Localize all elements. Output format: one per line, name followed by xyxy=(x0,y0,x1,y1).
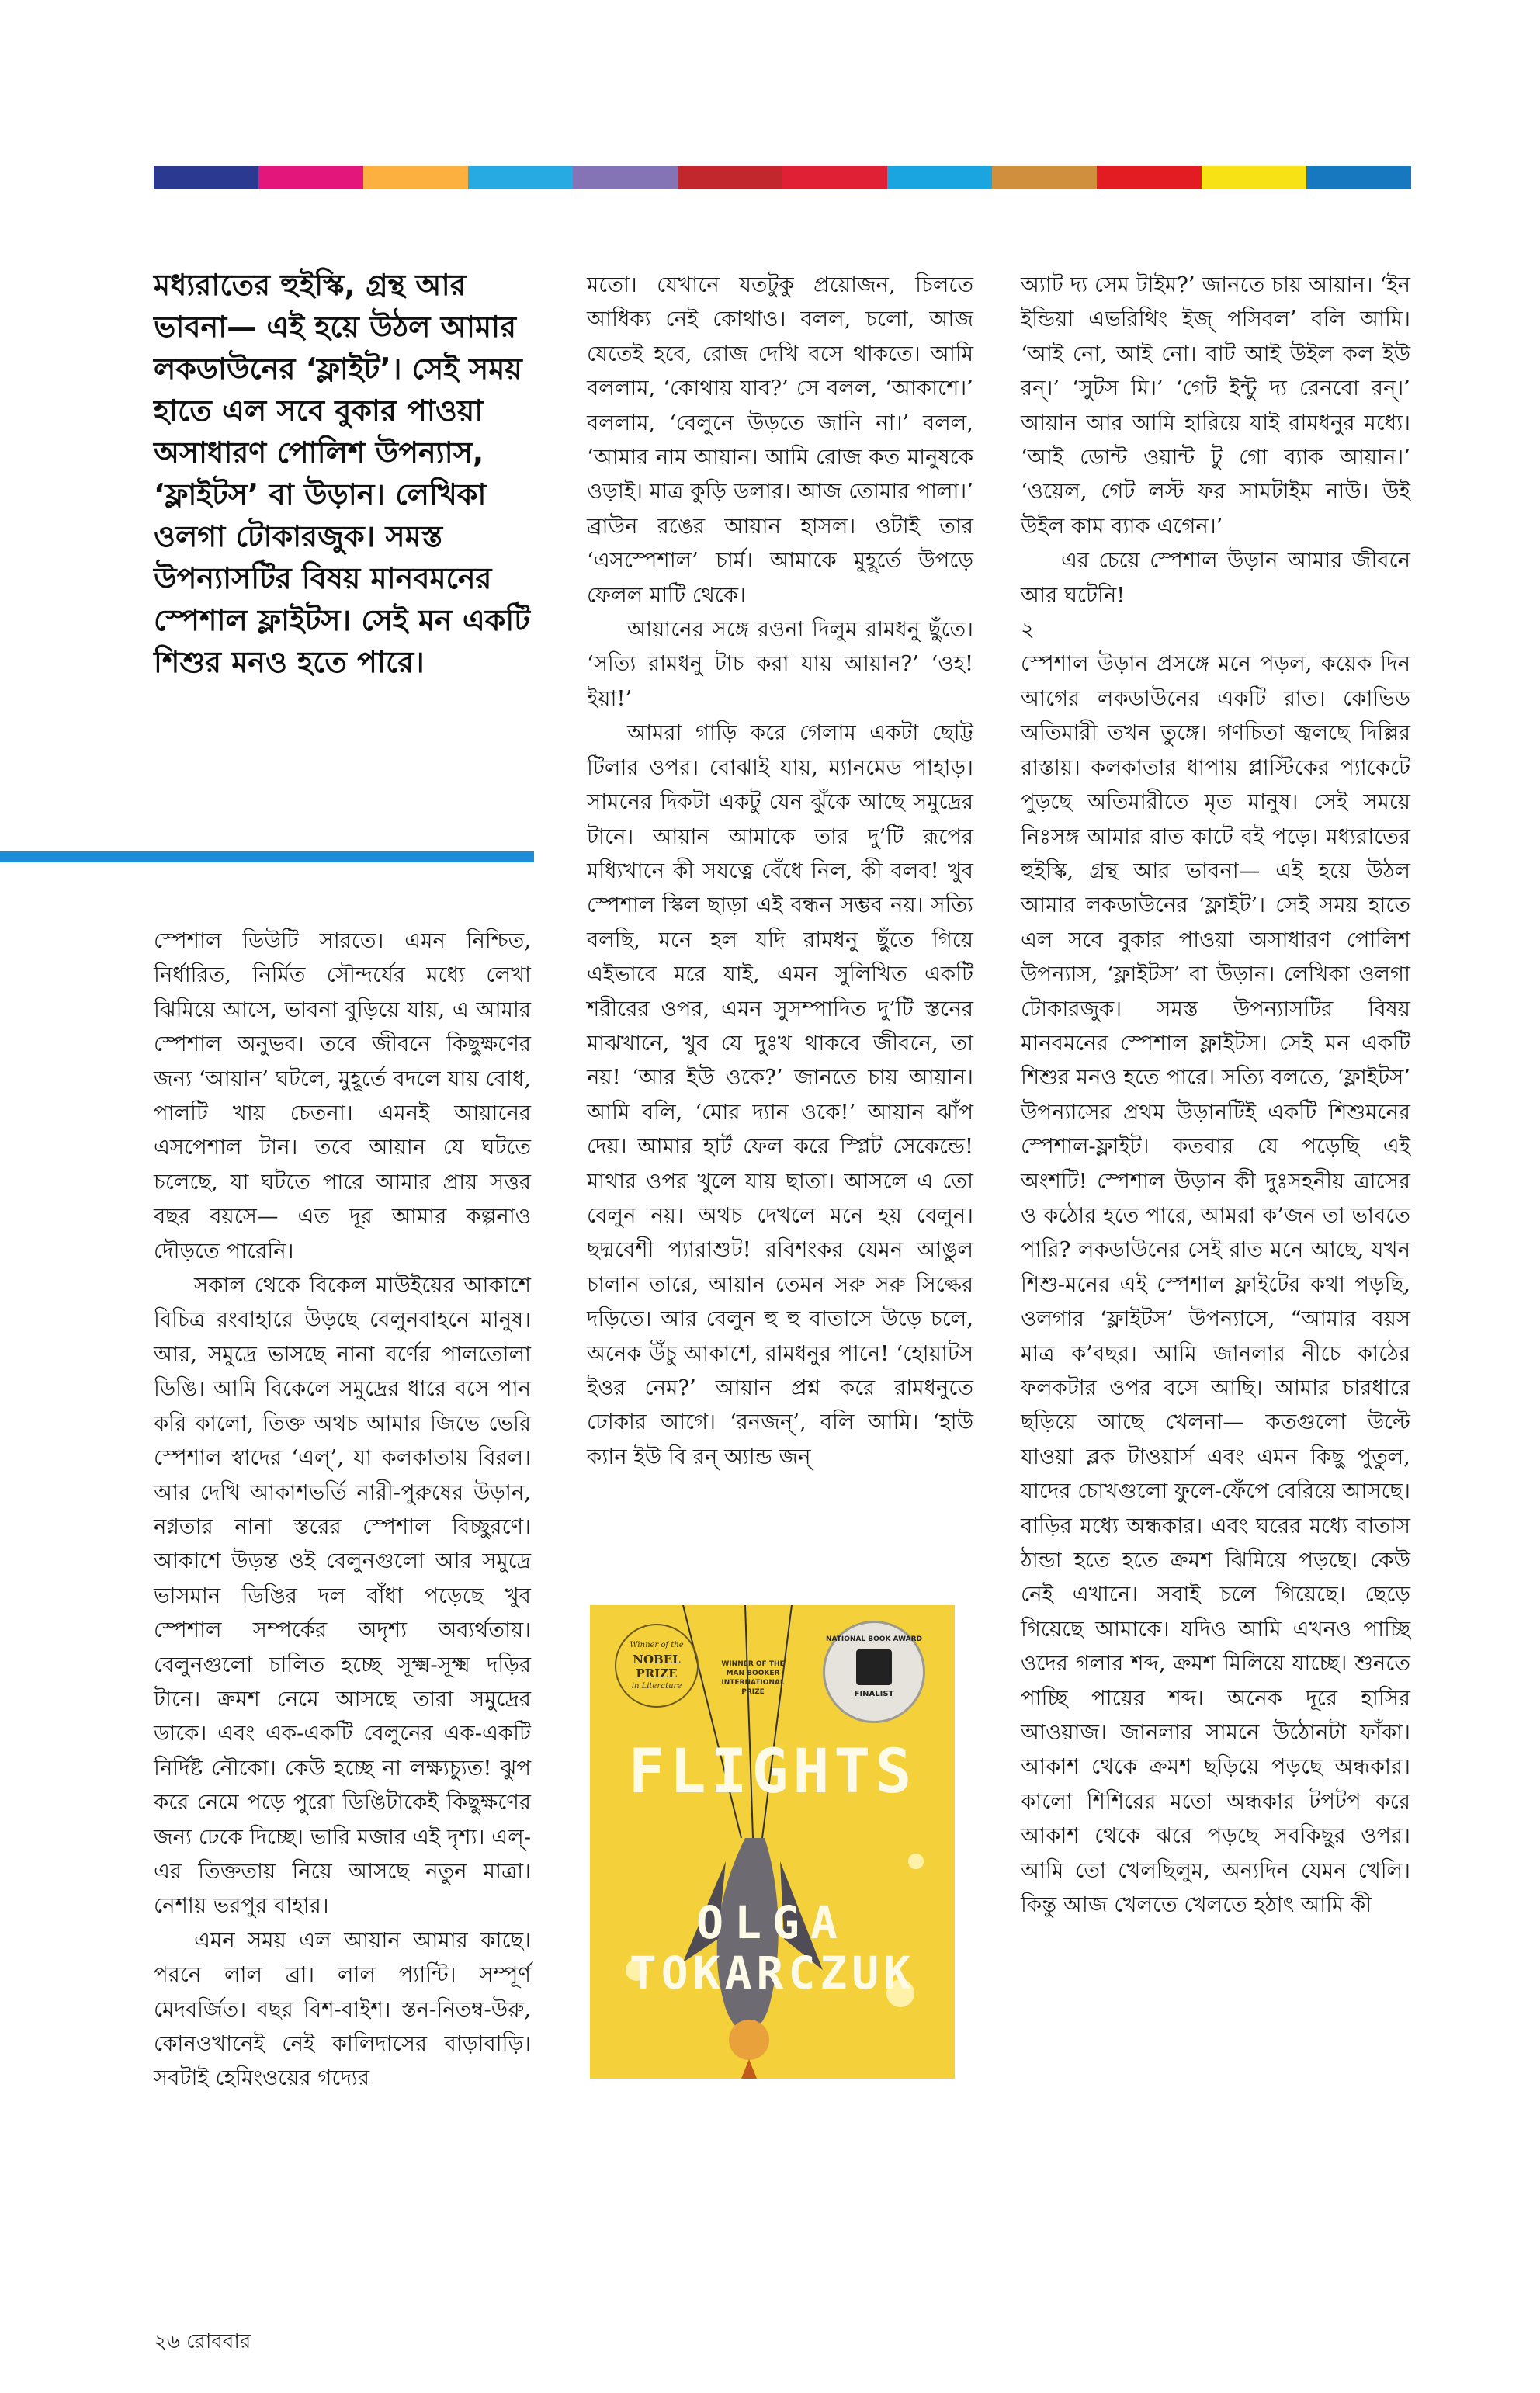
paragraph: আমরা গাড়ি করে গেলাম একটা ছোট্ট টিলার ওপর। বোঝাই যায়, ম্যানমেড পাহাড়। সামনের দিকটা একটু যেন ঝুঁকে আছে সমুদ্রের টানে। আয়ান আমাকে তার দু’টি রূপের মধ্যিখানে কী সযত্নে বেঁধে নিল, কী বলব! খুব স্পেশাল স্কিল ছাড়া এই বন্ধন সম্ভব নয়। সত্যি বলছি, মনে হল যদি রামধনু ছুঁতে গিয়ে এইভাবে মরে যাই, এমন সুলিখিত একটি শরীরের ওপর, এমন সুসম্পাদিত দু’টি স্তনের মাঝখানে, খুব যে দুঃখ থাকবে জীবনে, তা নয়! ‘আর ইউ ওকে?’ জানতে চায় আয়ান। আমি বলি, ‘মোর দ্যান ওকে!’ আয়ান ঝাঁপ দেয়। আমার হার্ট ফেল করে স্প্লিট সেকেন্ডে! মাথার ওপর খুলে যায় ছাতা। আসলে এ তো বেলুন নয়। অথচ দেখলে মনে হয় বেলুন। ছদ্মবেশী প্যারাশুট! রবিশংকর যেমন আঙুল চালান তারে, আয়ান তেমন সরু সরু সিল্কের দড়িতে। আর বেলুন হু হু বাতাসে উড়ে চলে, অনেক উঁচু আকাশে, রামধনুর পানে! ‘হোয়াটস ইওর নেম?’ আয়ান প্রশ্ন করে রামধনুতে ঢোকার আগে। ‘রনজন্’, বলি আমি। ‘হাউ ক্যান ইউ বি রন্ অ্যান্ড জন্ xyxy=(587,720,973,1469)
page-footer: ২৬ রোববার xyxy=(154,2330,251,2353)
color-band-segment xyxy=(468,166,573,189)
booker-line: WINNER OF THE xyxy=(721,1660,785,1668)
nobel-badge-main: NOBEL PRIZE xyxy=(633,1653,681,1680)
booker-line: INTERNATIONAL xyxy=(721,1679,785,1687)
color-band-segment xyxy=(258,166,363,189)
color-band-segment xyxy=(363,166,468,189)
color-band-segment xyxy=(1306,166,1411,189)
nba-finalist-text: FINALIST xyxy=(854,1690,894,1698)
paragraph: স্পেশাল ডিউটি সারতে। এমন নিশ্চিত, নির্ধারিত, নির্মিত সৌন্দর্যের মধ্যে লেখা ঝিমিয়ে আসে, ভাবনা বুড়িয়ে যায়, এ আমার স্পেশাল অনুভব। তবে জীবনে কিছুক্ষণের জন্য ‘আয়ান’ ঘটলে, মুহূর্তে বদলে যায় বোধ, পালটি খায় চেতনা। এমনই আয়ানের এসপেশাল টান। তবে আয়ান যে ঘটতে চলেছে, যা ঘটতে পারে আমার প্রায় সত্তর বছর বয়সে— এত দূর আমার কল্পনাও দৌড়তে পারেনি। xyxy=(154,928,531,1264)
nobel-badge-top: Winner of the xyxy=(630,1641,684,1649)
nobel-badge xyxy=(615,1624,699,1708)
color-band-segment xyxy=(154,166,258,189)
booker-line: MAN BOOKER xyxy=(726,1670,780,1677)
book-cover-image xyxy=(590,1605,955,2079)
paragraph: মতো। যেখানে যতটুকু প্রয়োজন, চিলতে আধিক্য নেই কোথাও। বলল, চলো, আজ যেতেই হবে, রোজ দেখি বসে থাকতে। আমি বললাম, ‘কোথায় যাব?’ সে বলল, ‘আকাশে।’ বললাম, ‘বেলুনে উড়তে জানি না।’ বলল, ‘আমার নাম আয়ান। আমি রোজ কত মানুষকে ওড়াই। মাত্র কুড়ি ডলার। আজ তোমার পালা।’ ব্রাউন রঙের আয়ান হাসল। ওটাই তার ‘এসস্পেশাল’ চার্ম। আমাকে মুহূর্তে উপড়ে ফেলল মাটি থেকে। xyxy=(587,272,973,608)
nba-ring-text: NATIONAL BOOK AWARD xyxy=(825,1635,923,1643)
color-band-segment xyxy=(678,166,782,189)
color-band-segment xyxy=(573,166,678,189)
color-band-segment xyxy=(992,166,1097,189)
color-band-segment xyxy=(782,166,887,189)
paragraph: সকাল থেকে বিকেল মাউইয়ের আকাশে বিচিত্র রংবাহারে উড়ছে বেলুনবাহনে মানুষ। আর, সমুদ্রে ভাসছে নানা বর্ণের পালতোলা ডিঙি। আমি বিকেলে সমুদ্রের ধারে বসে পান করি কালো, তিক্ত অথচ আমার জিভে ভেরি স্পেশাল স্বাদের ‘এল্’, যা কলকাতায় বিরল। আর দেখি আকাশভর্তি নারী-পুরুষের উড়ান, নগ্নতার নানা স্তরের স্পেশাল বিচ্ছুরণে। আকাশে উড়ন্ত ওই বেলুনগুলো আর সমুদ্রে ভাসমান ডিঙির দল বাঁধা পড়েছে খুব স্পেশাল সম্পর্কের অদৃশ্য অব্যর্থতায়। বেলুনগুলো চালিত হচ্ছে সূক্ষ্ম-সূক্ষ্ম দড়ির টানে। ক্রমশ নেমে আসছে তারা সমুদ্রের ডাকে। এবং এক-একটি বেলুনের এক-একটি নির্দিষ্ট নৌকো। কেউ হচ্ছে না লক্ষ্যচ্যুত! ঝুপ করে নেমে পড়ে পুরো ডিঙিটাকেই কিছুক্ষণের জন্য ঢেকে দিচ্ছে। ভারি মজার এই দৃশ্য। এল্-এর তিক্ততায় নিয়ে আসছে নতুন মাত্রা। নেশায় ভরপুর বাহার। xyxy=(154,1273,531,1919)
pull-quote: মধ্যরাতের হুইস্কি, গ্রন্থ আর ভাবনা— এই হয়ে উঠল আমার লকডাউনের ‘ফ্লাইট’। সেই সময় হাতে এল সবে বুকার পাওয়া অসাধারণ পোলিশ উপন্যাস, ‘ফ্লাইটস’ বা উড়ান। লেখিকা ওলগা টোকারজুক। সমস্ত উপন্যাসটির বিষয় মানবমনের স্পেশাল ফ্লাইটস। সেই মন একটি শিশুর মনও হতে পারে। xyxy=(154,268,530,679)
book-author-first: OLGA xyxy=(696,1896,848,1949)
paragraph: আয়ানের সঙ্গে রওনা দিলুম রামধনু ছুঁতে। ‘সত্যি রামধনু টাচ করা যায় আয়ান?’ ‘ওহ! ইয়া!’ xyxy=(587,617,973,711)
booker-line: PRIZE xyxy=(741,1688,765,1696)
color-band-segment xyxy=(1097,166,1202,189)
booker-label xyxy=(706,1659,799,1697)
book-author-last: TOKARCZUK xyxy=(629,1947,916,1999)
book-emblem-icon xyxy=(856,1649,892,1685)
article-column-1 xyxy=(154,924,531,2096)
article-column-2 xyxy=(587,268,973,1474)
paragraph: অ্যাট দ্য সেম টাইম?’ জানতে চায় আয়ান। ‘ইন ইন্ডিয়া এভরিথিং ইজ্ পসিবল’ বলি আমি। ‘আই নো, আই নো। বাট আই উইল কল ইউ রন্।’ ‘সুটস মি।’ ‘গেট ইন্টু দ্য রেনবো রন্।’ আয়ান আর আমি হারিয়ে যাই রামধনুর মধ্যে। ‘আই ডোন্ট ওয়ান্ট টু গো ব্যাক আয়ান।’ ‘ওয়েল, গেট লস্ট ফর সামটাইম নাউ। উই উইল কাম ব্যাক এগেন।’ xyxy=(1021,272,1410,539)
national-book-award-medal xyxy=(823,1621,925,1723)
color-band xyxy=(154,166,1411,189)
pull-quote-rule xyxy=(0,851,534,862)
color-band-segment xyxy=(1202,166,1306,189)
paragraph: স্পেশাল উড়ান প্রসঙ্গে মনে পড়ল, কয়েক দিন আগের লকডাউনের একটি রাত। কোভিড অতিমারী তখন তুঙ্গে। গণচিতা জ্বলছে দিল্লির রাস্তায়। কলকাতার ধাপায় প্লাস্টিকের প্যাকেটে পুড়ছে অতিমারীতে মৃত মানুষ। সেই সময়ে নিঃসঙ্গ আমার রাত কাটে বই পড়ে। মধ্যরাতের হুইস্কি, গ্রন্থ আর ভাবনা— এই হয়ে উঠল আমার লকডাউনের ‘ফ্লাইট’। সেই সময় হাতে এল সবে বুকার পাওয়া অসাধারণ পোলিশ উপন্যাস, ‘ফ্লাইটস’ বা উড়ান। লেখিকা ওলগা টোকারজুক। সমস্ত উপন্যাসটির বিষয় মানবমনের স্পেশাল ফ্লাইটস। সেই মন একটি শিশুর মনও হতে পারে। সত্যি বলতে, ‘ফ্লাইটস’ উপন্যাসের প্রথম উড়ানটিই একটি শিশুমনের স্পেশাল-ফ্লাইট। কতবার যে পড়েছি এই অংশটি! স্পেশাল উড়ান কী দুঃসহনীয় ত্রাসের ও কঠোর হতে পারে, আমরা ক’জন তা ভাবতে পারি? লকডাউনের সেই রাত মনে আছে, যখন শিশু-মনের এই স্পেশাল ফ্লাইটের কথা পড়ছি, ওলগার ‘ফ্লাইটস’ উপন্যাসে, “আমার বয়স মাত্র ক’বছর। আমি জানলার নীচে কাঠের ফলকটার ওপর বসে আছি। আমার চারধারে ছড়িয়ে আছে খেলনা— কতগুলো উল্টে যাওয়া ব্লক টাওয়ার্স এবং এমন কিছু পুতুল, যাদের চোখগুলো ফুলে-ফেঁপে বেরিয়ে আসছে। বাড়ির মধ্যে অন্ধকার। এবং ঘরের মধ্যে বাতাস ঠান্ডা হতে হতে ক্রমশ ঝিমিয়ে পড়ছে। কেউ নেই এখানে। সবাই চলে গিয়েছে। ছেড়ে গিয়েছে আমাকে। যদিও আমি এখনও পাচ্ছি ওদের গলার শব্দ, ক্রমশ মিলিয়ে যাচ্ছে। শুনতে পাচ্ছি পায়ের শব্দ। অনেক দূরে হাসির আওয়াজ। জানলার সামনে উঠোনটা ফাঁকা। আকাশ থেকে ক্রমশ ছড়িয়ে পড়ছে অন্ধকার। কালো শিশিরের মতো অন্ধকার টপটপ করে আকাশ থেকে ঝরে পড়ছে সবকিছুর ওপর। আমি তো খেলছিলুম, অন্যদিন যেমন খেলি। কিন্তু আজ খেলতে খেলতে হঠাৎ আমি কী xyxy=(1021,651,1410,1918)
nobel-badge-bottom: in Literature xyxy=(631,1682,682,1691)
color-band-segment xyxy=(887,166,992,189)
book-title: FLIGHTS xyxy=(628,1737,917,1807)
paragraph: এর চেয়ে স্পেশাল উড়ান আমার জীবনে আর ঘটেনি! xyxy=(1021,548,1410,608)
article-column-3 xyxy=(1021,268,1410,1923)
paragraph: এমন সময় এল আয়ান আমার কাছে। পরনে লাল ব্রা। লাল প্যান্টি। সম্পূর্ণ মেদবর্জিত। বছর বিশ-বাইশ। স্তন-নিতম্ব-উরু, কোনওখানেই নেই কালিদাসের বাড়াবাড়ি। সবটাই হেমিংওয়ের গদ্যের xyxy=(154,1927,531,2091)
section-number: ২ xyxy=(1021,617,1035,643)
